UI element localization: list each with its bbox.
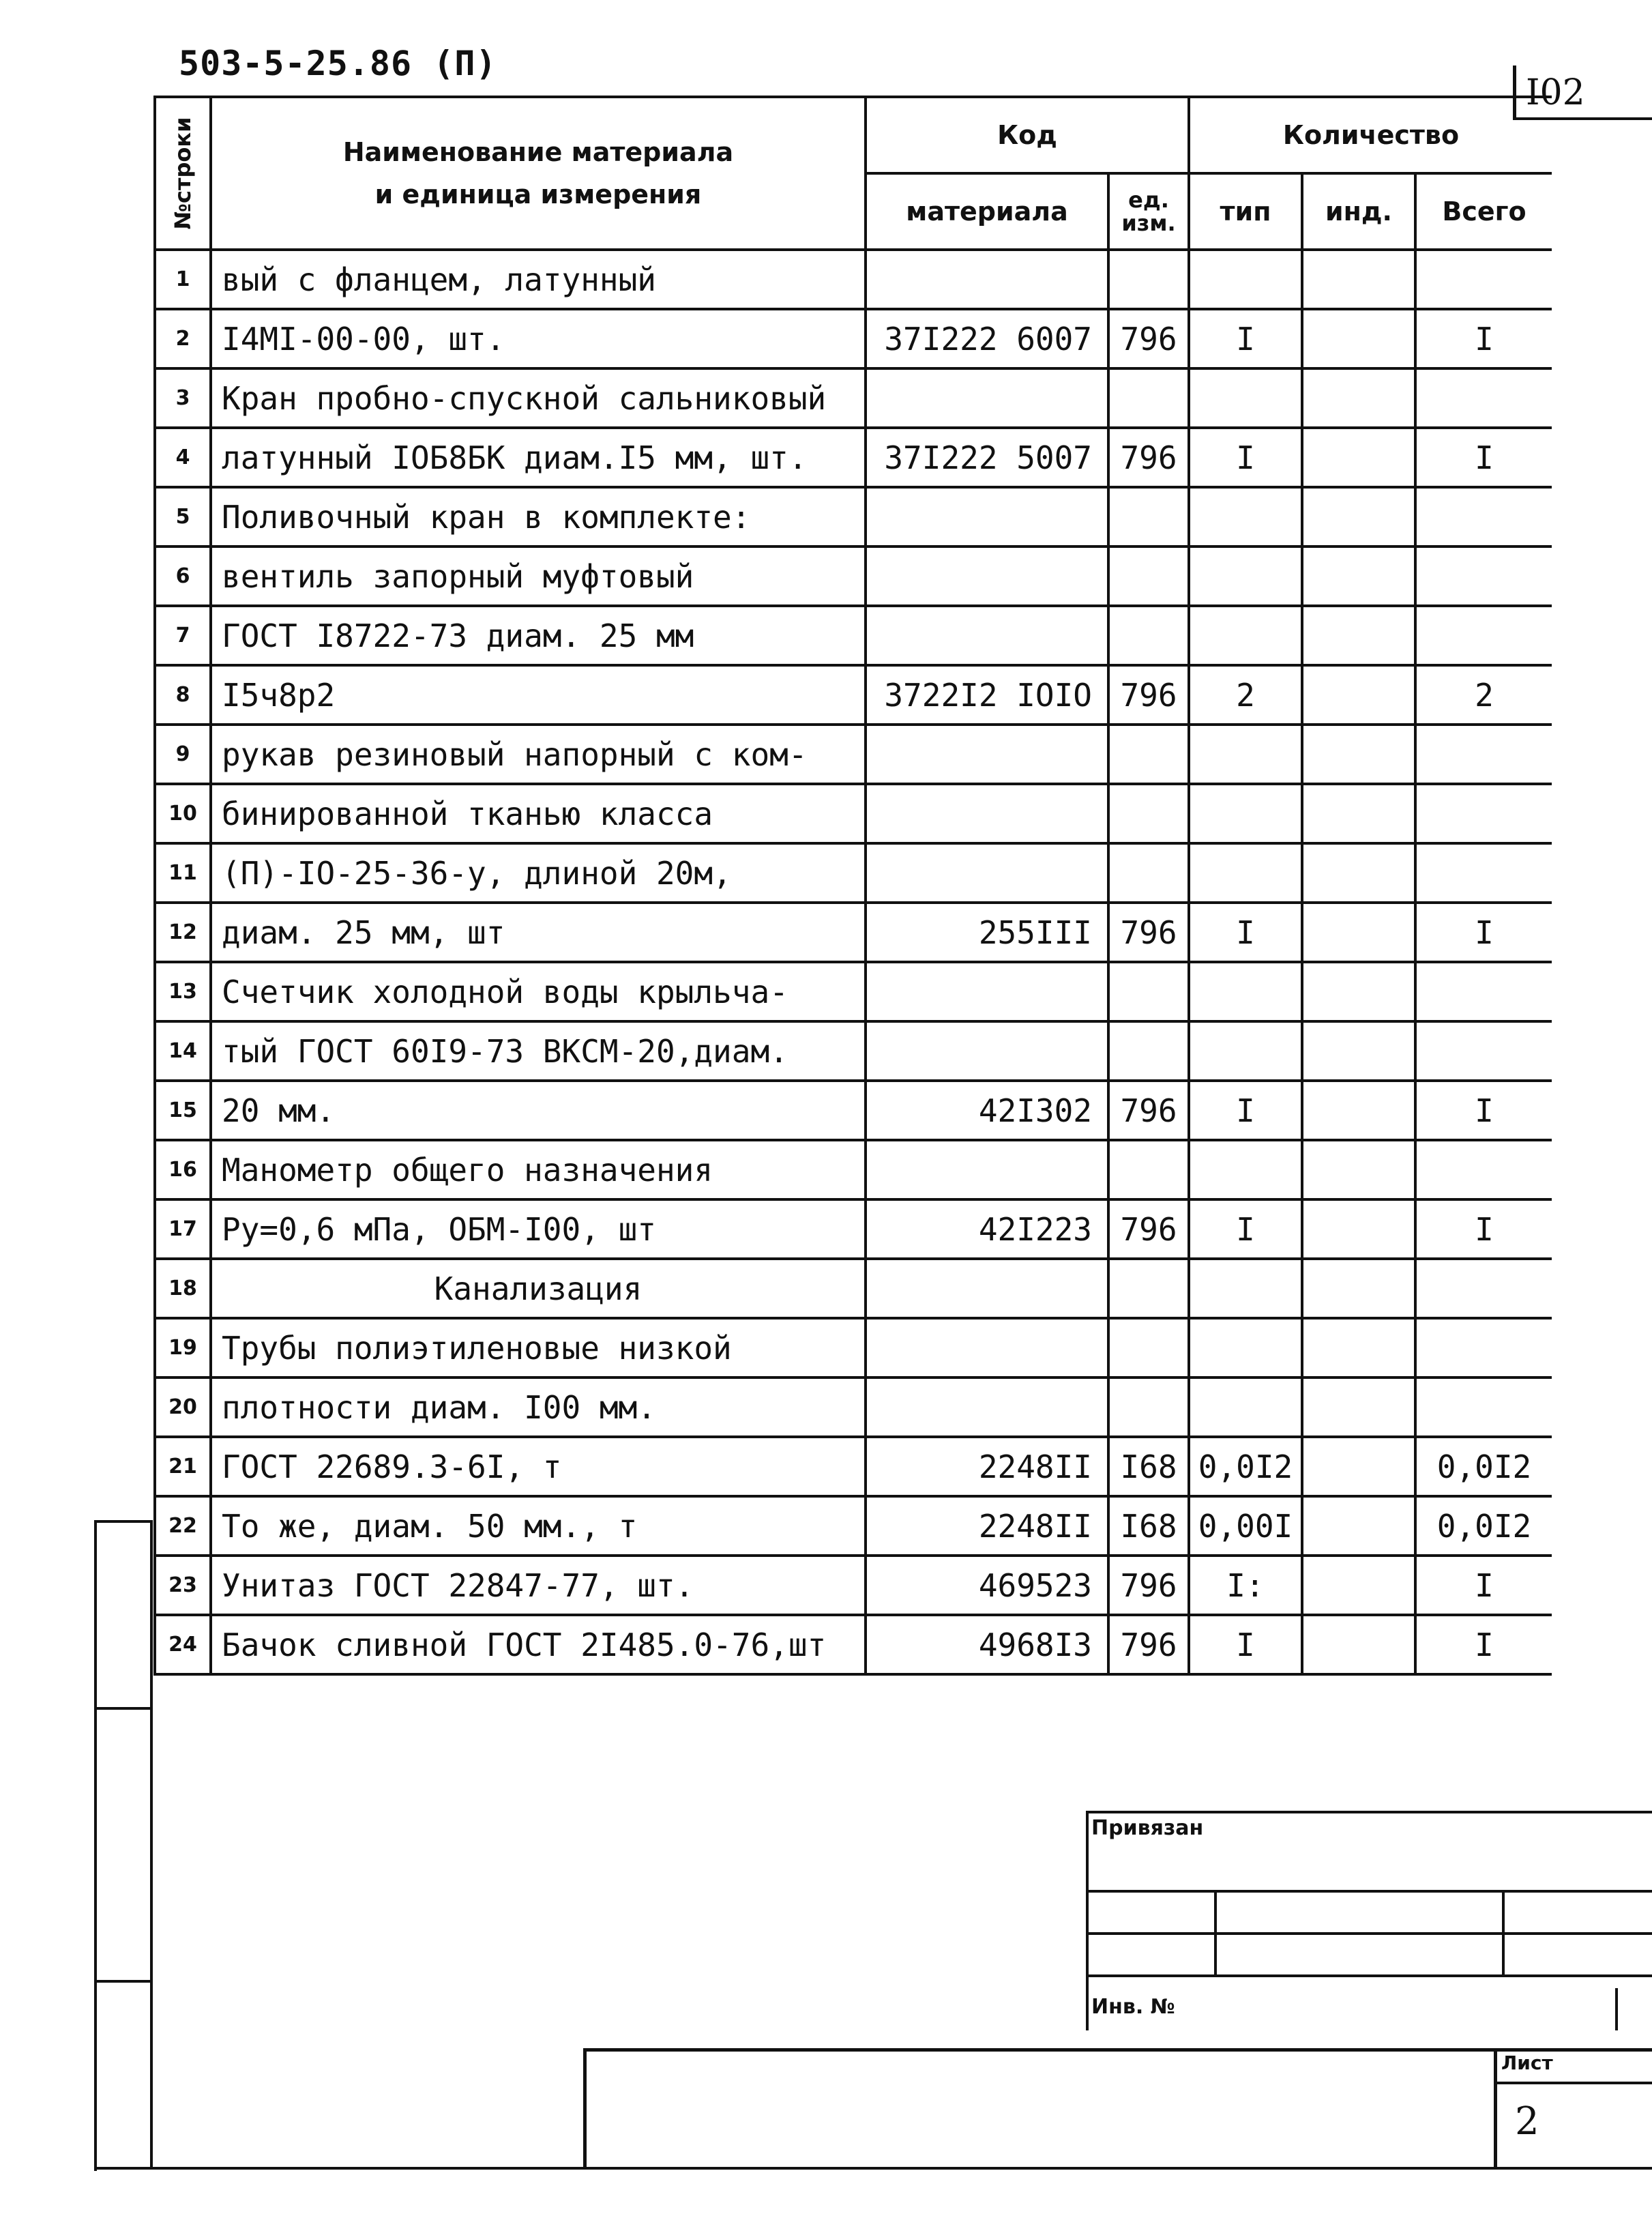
table-row (155, 309, 1552, 368)
material-code-cell: 4968I3 (866, 1615, 1108, 1674)
material-name-cell: Унитаз ГОСТ 22847-77, шт. (211, 1556, 866, 1615)
unit-code-cell: I68 (1108, 1437, 1189, 1496)
table-row (155, 368, 1552, 428)
qty-total-cell (1415, 606, 1552, 665)
unit-code-cell (1108, 1318, 1189, 1377)
material-name-cell: Поливочный кран в комплекте: (211, 487, 866, 546)
qty-ind-cell (1302, 1081, 1415, 1140)
qty-type-cell (1189, 546, 1302, 606)
material-code-cell: 37I222 5007 (866, 428, 1108, 487)
row-number-header: №строки (155, 97, 211, 250)
qty-ind-cell (1302, 784, 1415, 843)
material-code-cell (866, 368, 1108, 428)
material-name-cell: Трубы полиэтиленовые низкой (211, 1318, 866, 1377)
qty-type-cell (1189, 843, 1302, 903)
frame-divider (150, 1520, 153, 2168)
qty-total-cell: I (1415, 1615, 1552, 1674)
qty-type-cell: 0,0I2 (1189, 1437, 1302, 1496)
code-unit-header: ед. изм. (1108, 173, 1189, 250)
qty-total-cell: 0,0I2 (1415, 1437, 1552, 1496)
unit-code-cell (1108, 1377, 1189, 1437)
qty-type-cell: I (1189, 1199, 1302, 1259)
material-name-cell: плотности диам. I00 мм. (211, 1377, 866, 1437)
qty-ind-cell (1302, 487, 1415, 546)
table-row (155, 784, 1552, 843)
row-number-cell: 17 (155, 1199, 211, 1259)
qty-total-cell: I (1415, 309, 1552, 368)
material-name-cell: вентиль запорный муфтовый (211, 546, 866, 606)
material-code-cell (866, 487, 1108, 546)
qty-ind-cell (1302, 428, 1415, 487)
table-row (155, 903, 1552, 962)
qty-type-cell: 2 (1189, 665, 1302, 725)
material-name-cell: I4MI-00-00, шт. (211, 309, 866, 368)
material-code-cell: 42I223 (866, 1199, 1108, 1259)
row-number-cell: 18 (155, 1259, 211, 1318)
sheet-label: Лист (1501, 2052, 1553, 2074)
qty-total-cell: I (1415, 1199, 1552, 1259)
material-name-cell: (П)-IO-25-36-у, длиной 20м, (211, 843, 866, 903)
table-row (155, 606, 1552, 665)
row-number-cell: 16 (155, 1140, 211, 1199)
unit-code-cell (1108, 962, 1189, 1021)
unit-code-cell (1108, 843, 1189, 903)
table-row (155, 962, 1552, 1021)
table-row (155, 1615, 1552, 1674)
qty-type-cell (1189, 250, 1302, 309)
qty-type-cell (1189, 1318, 1302, 1377)
table-row (155, 487, 1552, 546)
row-number-cell: 21 (155, 1437, 211, 1496)
left-margin-frame (94, 1520, 153, 2171)
qty-ind-cell (1302, 1496, 1415, 1556)
qty-type-cell: I (1189, 428, 1302, 487)
material-name-cell: Ру=0,6 мПа, ОБМ-I00, шт (211, 1199, 866, 1259)
material-code-cell (866, 1140, 1108, 1199)
row-number-cell: 12 (155, 903, 211, 962)
material-code-cell (866, 1259, 1108, 1318)
material-code-cell (866, 546, 1108, 606)
qty-total-cell (1415, 250, 1552, 309)
qty-type-cell (1189, 1377, 1302, 1437)
row-number-cell: 4 (155, 428, 211, 487)
material-name-cell: 20 мм. (211, 1081, 866, 1140)
material-code-cell: 3722I2 IOIO (866, 665, 1108, 725)
unit-code-cell (1108, 606, 1189, 665)
unit-code-cell (1108, 1021, 1189, 1081)
row-number-cell: 3 (155, 368, 211, 428)
material-code-cell (866, 843, 1108, 903)
table-row (155, 1556, 1552, 1615)
qty-total-cell (1415, 1259, 1552, 1318)
quantity-group-header: Количество (1189, 97, 1552, 173)
qty-total-cell (1415, 1377, 1552, 1437)
qty-total-cell (1415, 784, 1552, 843)
qty-type-cell (1189, 725, 1302, 784)
material-name-cell: Манометр общего назначения (211, 1140, 866, 1199)
qty-type-cell: I (1189, 1081, 1302, 1140)
qty-type-cell (1189, 487, 1302, 546)
sheet-value: 2 (1515, 2099, 1539, 2144)
row-number-cell: 20 (155, 1377, 211, 1437)
qty-total-cell (1415, 1140, 1552, 1199)
table-row (155, 1140, 1552, 1199)
qty-total-cell: 2 (1415, 665, 1552, 725)
row-number-cell: 24 (155, 1615, 211, 1674)
unit-code-cell: 796 (1108, 903, 1189, 962)
qty-ind-cell (1302, 1318, 1415, 1377)
material-name-cell: вый с фланцем, латунный (211, 250, 866, 309)
row-number-cell: 10 (155, 784, 211, 843)
qty-total-header: Всего (1415, 173, 1552, 250)
qty-ind-cell (1302, 1259, 1415, 1318)
row-number-cell: 7 (155, 606, 211, 665)
qty-type-cell (1189, 606, 1302, 665)
qty-ind-cell (1302, 1199, 1415, 1259)
stamp-line (1502, 1890, 1505, 1974)
qty-ind-cell (1302, 903, 1415, 962)
material-name-cell: латунный IOБ8БК диам.I5 мм, шт. (211, 428, 866, 487)
material-name-cell: тый ГОСТ 60I9-73 ВКСМ-20,диам. (211, 1021, 866, 1081)
qty-total-cell (1415, 546, 1552, 606)
row-number-cell: 23 (155, 1556, 211, 1615)
row-number-cell: 5 (155, 487, 211, 546)
materials-table (153, 96, 1552, 1676)
table-row (155, 428, 1552, 487)
unit-code-cell (1108, 487, 1189, 546)
unit-code-cell: 796 (1108, 1199, 1189, 1259)
title-block (583, 2048, 1652, 2168)
table-row (155, 1259, 1552, 1318)
row-number-cell: 19 (155, 1318, 211, 1377)
material-code-cell (866, 1021, 1108, 1081)
row-number-cell: 15 (155, 1081, 211, 1140)
material-code-cell (866, 1377, 1108, 1437)
unit-code-cell (1108, 1259, 1189, 1318)
qty-total-cell (1415, 843, 1552, 903)
material-code-cell: 469523 (866, 1556, 1108, 1615)
material-name-cell: Кран пробно-спускной сальниковый (211, 368, 866, 428)
frame-line (94, 1707, 153, 1710)
sheet-number: I02 (1513, 65, 1652, 120)
qty-total-cell (1415, 487, 1552, 546)
qty-ind-cell (1302, 368, 1415, 428)
table-row (155, 1318, 1552, 1377)
material-code-cell (866, 606, 1108, 665)
qty-ind-cell (1302, 309, 1415, 368)
material-code-cell: 2248II (866, 1437, 1108, 1496)
unit-code-cell (1108, 784, 1189, 843)
material-code-cell (866, 1318, 1108, 1377)
row-number-cell: 13 (155, 962, 211, 1021)
material-name-cell: Бачок сливной ГОСТ 2I485.0-76,шт (211, 1615, 866, 1674)
row-number-cell: 1 (155, 250, 211, 309)
material-code-cell: 255III (866, 903, 1108, 962)
material-name-cell: диам. 25 мм, шт (211, 903, 866, 962)
qty-ind-cell (1302, 606, 1415, 665)
table-row (155, 1377, 1552, 1437)
qty-type-cell (1189, 368, 1302, 428)
approval-stamp (1086, 1811, 1652, 2030)
table-row (155, 1021, 1552, 1081)
material-code-cell (866, 725, 1108, 784)
qty-type-cell: I (1189, 309, 1302, 368)
row-number-cell: 8 (155, 665, 211, 725)
table-row (155, 546, 1552, 606)
qty-total-cell: I (1415, 903, 1552, 962)
unit-code-cell (1108, 725, 1189, 784)
stamp-line (1086, 1811, 1652, 1813)
stamp-line (1615, 1988, 1618, 2030)
qty-type-cell (1189, 1140, 1302, 1199)
row-number-cell: 11 (155, 843, 211, 903)
qty-total-cell (1415, 1318, 1552, 1377)
material-code-cell (866, 962, 1108, 1021)
table-row (155, 843, 1552, 903)
code-group-header: Код (866, 97, 1189, 173)
material-code-cell: 37I222 6007 (866, 309, 1108, 368)
unit-code-cell: 796 (1108, 309, 1189, 368)
qty-ind-cell (1302, 1556, 1415, 1615)
table-row (155, 250, 1552, 309)
qty-ind-cell (1302, 665, 1415, 725)
unit-code-cell: 796 (1108, 665, 1189, 725)
stamp-line (1086, 1932, 1652, 1935)
material-name-cell: ГОСТ 22689.3-6I, т (211, 1437, 866, 1496)
unit-code-cell: I68 (1108, 1496, 1189, 1556)
stamp-line (1214, 1890, 1217, 1974)
qty-total-cell: 0,0I2 (1415, 1496, 1552, 1556)
qty-type-cell: I (1189, 903, 1302, 962)
stamp-line (1086, 1890, 1652, 1893)
qty-type-cell (1189, 784, 1302, 843)
material-name-header: Наименование материала и единица измерения (211, 97, 866, 250)
attached-label: Привязан (1091, 1816, 1204, 1840)
material-name-cell: I5ч8р2 (211, 665, 866, 725)
material-name-cell: рукав резиновый напорный с ком- (211, 725, 866, 784)
material-name-cell: Канализация (211, 1259, 866, 1318)
inventory-number-label: Инв. № (1091, 1995, 1175, 2019)
qty-ind-cell (1302, 725, 1415, 784)
qty-ind-cell (1302, 1437, 1415, 1496)
qty-ind-cell (1302, 1377, 1415, 1437)
qty-ind-cell (1302, 1140, 1415, 1199)
qty-total-cell: I (1415, 428, 1552, 487)
material-name-cell: ГОСТ I8722-73 диам. 25 мм (211, 606, 866, 665)
unit-code-cell: 796 (1108, 1556, 1189, 1615)
row-number-cell: 14 (155, 1021, 211, 1081)
table-row (155, 665, 1552, 725)
qty-ind-header: инд. (1302, 173, 1415, 250)
table-row (155, 725, 1552, 784)
material-name-cell: Счетчик холодной воды крыльча- (211, 962, 866, 1021)
qty-type-cell: 0,00I (1189, 1496, 1302, 1556)
stamp-line (1086, 1974, 1652, 1977)
document-code: 503-5-25.86 (П) (179, 44, 497, 83)
qty-total-cell (1415, 1021, 1552, 1081)
qty-total-cell: I (1415, 1081, 1552, 1140)
row-number-cell: 6 (155, 546, 211, 606)
unit-code-cell: 796 (1108, 1615, 1189, 1674)
material-name-cell: То же, диам. 50 мм., т (211, 1496, 866, 1556)
row-number-cell: 2 (155, 309, 211, 368)
row-number-cell: 22 (155, 1496, 211, 1556)
qty-ind-cell (1302, 843, 1415, 903)
material-code-cell: 42I302 (866, 1081, 1108, 1140)
qty-ind-cell (1302, 1021, 1415, 1081)
unit-code-cell: 796 (1108, 428, 1189, 487)
table-row (155, 1081, 1552, 1140)
frame-line (94, 1980, 153, 1983)
stamp-line (1086, 1811, 1089, 2030)
material-code-cell (866, 784, 1108, 843)
qty-type-cell (1189, 1259, 1302, 1318)
material-code-cell (866, 250, 1108, 309)
table-row (155, 1199, 1552, 1259)
qty-total-cell (1415, 725, 1552, 784)
material-name-cell: бинированной тканью класса (211, 784, 866, 843)
table-row (155, 1437, 1552, 1496)
qty-total-cell (1415, 962, 1552, 1021)
qty-type-cell: I (1189, 1615, 1302, 1674)
qty-total-cell (1415, 368, 1552, 428)
qty-total-cell: I (1415, 1556, 1552, 1615)
table-row (155, 1496, 1552, 1556)
unit-code-cell (1108, 250, 1189, 309)
qty-type-cell (1189, 962, 1302, 1021)
code-material-header: материала (866, 173, 1108, 250)
unit-code-cell (1108, 546, 1189, 606)
qty-type-cell (1189, 1021, 1302, 1081)
unit-code-cell (1108, 1140, 1189, 1199)
qty-ind-cell (1302, 250, 1415, 309)
row-number-cell: 9 (155, 725, 211, 784)
qty-type-header: тип (1189, 173, 1302, 250)
qty-ind-cell (1302, 546, 1415, 606)
unit-code-cell: 796 (1108, 1081, 1189, 1140)
sheet-cell (1494, 2052, 1652, 2168)
qty-ind-cell (1302, 1615, 1415, 1674)
qty-ind-cell (1302, 962, 1415, 1021)
unit-code-cell (1108, 368, 1189, 428)
material-code-cell: 2248II (866, 1496, 1108, 1556)
qty-type-cell: I: (1189, 1556, 1302, 1615)
